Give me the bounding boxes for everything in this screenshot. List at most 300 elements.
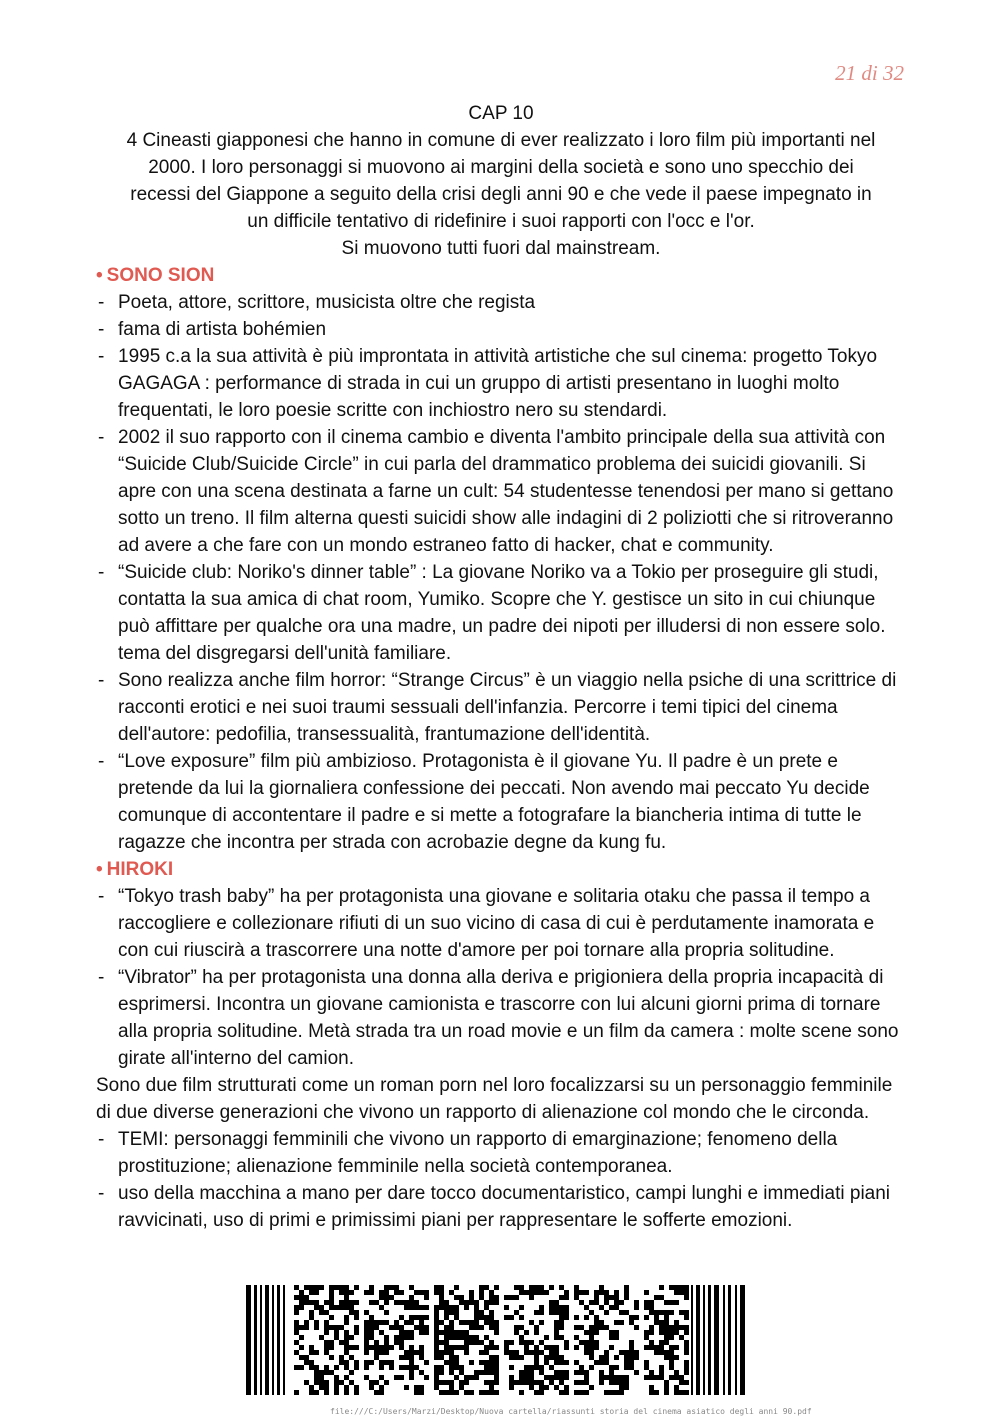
barcode-module — [469, 1375, 474, 1380]
barcode-module — [624, 1380, 629, 1385]
barcode-module — [549, 1305, 554, 1310]
barcode-module — [364, 1310, 369, 1315]
barcode-module — [644, 1365, 649, 1370]
barcode-module — [484, 1360, 489, 1365]
barcode-module — [559, 1325, 564, 1330]
barcode-module — [349, 1370, 354, 1375]
barcode-bar — [277, 1285, 280, 1395]
barcode-module — [374, 1345, 379, 1350]
barcode-module — [529, 1365, 534, 1370]
barcode-module — [344, 1340, 349, 1345]
barcode-module — [334, 1380, 339, 1385]
barcode-module — [589, 1365, 594, 1370]
barcode-module — [484, 1320, 489, 1325]
barcode-module — [629, 1355, 634, 1360]
barcode-module — [494, 1325, 499, 1330]
barcode-module — [294, 1305, 299, 1310]
barcode-module — [614, 1305, 619, 1310]
barcode-module — [539, 1305, 544, 1310]
barcode-module — [549, 1350, 554, 1355]
barcode-module — [489, 1340, 494, 1345]
barcode-module — [414, 1390, 419, 1395]
barcode-module — [459, 1335, 464, 1340]
barcode-module — [589, 1300, 594, 1305]
barcode-module — [329, 1355, 334, 1360]
barcode-module — [464, 1350, 469, 1355]
barcode-module — [324, 1320, 329, 1325]
barcode-module — [654, 1320, 659, 1325]
barcode-module — [614, 1295, 619, 1300]
barcode-module — [659, 1350, 664, 1355]
barcode-module — [514, 1310, 519, 1315]
barcode-module — [529, 1350, 534, 1355]
barcode-module — [604, 1300, 609, 1305]
barcode-module — [379, 1290, 384, 1295]
barcode-module — [549, 1375, 554, 1380]
barcode-module — [439, 1365, 444, 1370]
barcode-module — [489, 1320, 494, 1325]
barcode-module — [479, 1290, 484, 1295]
list-item — [96, 667, 906, 748]
barcode-module — [314, 1300, 319, 1305]
barcode-module — [579, 1290, 584, 1295]
barcode-module — [379, 1295, 384, 1300]
barcode-module — [294, 1340, 299, 1345]
barcode-module — [399, 1375, 404, 1380]
barcode-module — [629, 1340, 634, 1345]
barcode-module — [379, 1320, 384, 1325]
barcode-module — [684, 1315, 689, 1320]
barcode-module — [534, 1285, 539, 1290]
barcode-module — [339, 1285, 344, 1290]
barcode-module — [374, 1350, 379, 1355]
barcode-module — [574, 1285, 579, 1290]
barcode-module — [379, 1330, 384, 1335]
barcode-module — [374, 1300, 379, 1305]
barcode-module — [544, 1375, 549, 1380]
barcode-module — [529, 1375, 534, 1380]
barcode-module — [404, 1355, 409, 1360]
barcode-module — [464, 1340, 469, 1345]
barcode-module — [349, 1335, 354, 1340]
barcode-module — [414, 1315, 419, 1320]
barcode-module — [464, 1330, 469, 1335]
barcode-module — [404, 1305, 409, 1310]
barcode-module — [449, 1345, 454, 1350]
barcode-module — [669, 1355, 674, 1360]
barcode-module — [389, 1325, 394, 1330]
barcode-module — [564, 1340, 569, 1345]
barcode-module — [604, 1350, 609, 1355]
barcode-module — [654, 1310, 659, 1315]
barcode-module — [619, 1380, 624, 1385]
barcode-module — [539, 1285, 544, 1290]
barcode-bar — [254, 1285, 257, 1395]
barcode-module — [684, 1365, 689, 1370]
barcode-module — [669, 1285, 674, 1290]
barcode-module — [534, 1330, 539, 1335]
barcode-module — [564, 1360, 569, 1365]
barcode-module — [354, 1345, 359, 1350]
barcode-module — [599, 1370, 604, 1375]
barcode-module — [299, 1300, 304, 1305]
barcode-module — [369, 1360, 374, 1365]
barcode-module — [529, 1290, 534, 1295]
barcode-module — [299, 1335, 304, 1340]
barcode-module — [584, 1315, 589, 1320]
barcode-module — [614, 1390, 619, 1395]
bullet-icon: • — [96, 859, 103, 880]
barcode-module — [489, 1295, 494, 1300]
barcode-module — [314, 1375, 319, 1380]
barcode-module — [364, 1360, 369, 1365]
barcode-module — [614, 1380, 619, 1385]
barcode-module — [624, 1360, 629, 1365]
barcode-module — [384, 1335, 389, 1340]
barcode-bar — [708, 1285, 711, 1395]
list-item — [96, 1180, 906, 1234]
barcode-module — [684, 1360, 689, 1365]
barcode-module — [439, 1320, 444, 1325]
barcode-module — [629, 1345, 634, 1350]
barcode-module — [624, 1350, 629, 1355]
barcode-module — [369, 1335, 374, 1340]
barcode-module — [644, 1330, 649, 1335]
barcode-module — [419, 1355, 424, 1360]
barcode-module — [404, 1350, 409, 1355]
barcode-module — [324, 1340, 329, 1345]
barcode-module — [654, 1375, 659, 1380]
barcode-module — [534, 1325, 539, 1330]
barcode-module — [534, 1350, 539, 1355]
barcode-module — [354, 1315, 359, 1320]
barcode-module — [344, 1320, 349, 1325]
barcode-module — [674, 1285, 679, 1290]
barcode-module — [489, 1345, 494, 1350]
barcode-module — [419, 1350, 424, 1355]
barcode-module — [294, 1325, 299, 1330]
barcode-module — [574, 1335, 579, 1340]
barcode-bar — [691, 1285, 693, 1395]
barcode-module — [684, 1390, 689, 1395]
barcode-module — [554, 1370, 559, 1375]
barcode-module — [494, 1370, 499, 1375]
barcode-module — [479, 1360, 484, 1365]
barcode-module — [504, 1340, 509, 1345]
barcode-module — [494, 1360, 499, 1365]
barcode-module — [489, 1300, 494, 1305]
barcode-module — [404, 1335, 409, 1340]
barcode-module — [654, 1315, 659, 1320]
barcode-module — [309, 1360, 314, 1365]
barcode-module — [434, 1375, 439, 1380]
barcode-module — [509, 1315, 514, 1320]
barcode-module — [464, 1335, 469, 1340]
barcode-module — [319, 1310, 324, 1315]
barcode-module — [314, 1380, 319, 1385]
barcode-module — [649, 1345, 654, 1350]
barcode-module — [384, 1295, 389, 1300]
barcode-module — [344, 1300, 349, 1305]
barcode-bar — [696, 1285, 700, 1395]
barcode-module — [354, 1390, 359, 1395]
barcode-module — [599, 1325, 604, 1330]
barcode-module — [494, 1380, 499, 1385]
barcode-module — [574, 1290, 579, 1295]
hiroki-list — [96, 883, 906, 1072]
barcode-module — [609, 1370, 614, 1375]
barcode-module — [584, 1340, 589, 1345]
barcode-module — [674, 1345, 679, 1350]
barcode-module — [594, 1325, 599, 1330]
barcode-module — [519, 1290, 524, 1295]
barcode-module — [514, 1380, 519, 1385]
barcode-module — [519, 1370, 524, 1375]
barcode-module — [669, 1350, 674, 1355]
barcode-module — [369, 1330, 374, 1335]
barcode-module — [389, 1285, 394, 1290]
list-item — [96, 964, 906, 1072]
barcode-module — [309, 1300, 314, 1305]
barcode-module — [684, 1350, 689, 1355]
barcode-module — [409, 1300, 414, 1305]
barcode-module — [334, 1285, 339, 1290]
barcode-module — [579, 1370, 584, 1375]
barcode-module — [554, 1355, 559, 1360]
barcode-module — [509, 1365, 514, 1370]
barcode-module — [604, 1360, 609, 1365]
barcode-module — [294, 1330, 299, 1335]
barcode-module — [439, 1370, 444, 1375]
barcode-module — [394, 1335, 399, 1340]
barcode-module — [674, 1325, 679, 1330]
list-item-text: “Love exposure” film più ambizioso. Protagonista è il giovane Yu. Il padre è un prete e pretende da lui la giornaliera confessione dei peccati. Non avendo mai peccato Yu decide comunque di accontentare il padre e si mette a fotografare la biancheria intima di tutte le ragazze che incontra per strada con acrobazie degne da kung fu. — [118, 751, 870, 853]
barcode-module — [544, 1385, 549, 1390]
barcode-module — [624, 1355, 629, 1360]
barcode-module — [519, 1285, 524, 1290]
barcode-module — [624, 1295, 629, 1300]
barcode-module — [674, 1375, 679, 1380]
barcode-module — [314, 1305, 319, 1310]
barcode-module — [504, 1315, 509, 1320]
barcode-module — [409, 1320, 414, 1325]
barcode-module — [619, 1300, 624, 1305]
barcode-module — [319, 1375, 324, 1380]
barcode-module — [384, 1340, 389, 1345]
list-item — [96, 289, 906, 316]
barcode-module — [664, 1330, 669, 1335]
sono-sion-list — [96, 289, 906, 856]
barcode-module — [449, 1355, 454, 1360]
barcode-module — [354, 1325, 359, 1330]
barcode-module — [469, 1295, 474, 1300]
barcode-module — [314, 1285, 319, 1290]
barcode-module — [334, 1335, 339, 1340]
barcode-module — [304, 1360, 309, 1365]
barcode-module — [294, 1320, 299, 1325]
barcode-module — [454, 1360, 459, 1365]
barcode-module — [604, 1325, 609, 1330]
barcode-module — [459, 1385, 464, 1390]
barcode-module — [614, 1290, 619, 1295]
barcode-module — [294, 1365, 299, 1370]
barcode-module — [409, 1315, 414, 1320]
barcode-module — [389, 1345, 394, 1350]
barcode-module — [414, 1350, 419, 1355]
barcode-module — [579, 1380, 584, 1385]
barcode-module — [409, 1375, 414, 1380]
barcode-module — [474, 1300, 479, 1305]
barcode-module — [539, 1310, 544, 1315]
barcode-module — [419, 1370, 424, 1375]
barcode-module — [349, 1310, 354, 1315]
barcode-module — [329, 1290, 334, 1295]
barcode-module — [609, 1375, 614, 1380]
barcode-module — [464, 1320, 469, 1325]
barcode-module — [524, 1290, 529, 1295]
barcode-module — [379, 1360, 384, 1365]
barcode-module — [409, 1345, 414, 1350]
barcode-module — [554, 1305, 559, 1310]
barcode-module — [409, 1370, 414, 1375]
barcode-module — [509, 1385, 514, 1390]
barcode-module — [389, 1360, 394, 1365]
barcode-module — [539, 1385, 544, 1390]
barcode-module — [304, 1285, 309, 1290]
barcode-module — [559, 1305, 564, 1310]
list-item-text: uso della macchina a mano per dare tocco documentaristico, campi lunghi e immediati piani ravvicinati, uso di primi e primissimi piani per rappresentare le sofferte emozioni. — [118, 1183, 891, 1231]
barcode-module — [644, 1290, 649, 1295]
barcode-module — [434, 1310, 439, 1315]
barcode-module — [469, 1335, 474, 1340]
barcode-module — [564, 1345, 569, 1350]
dash-icon: - — [98, 562, 105, 583]
barcode-module — [544, 1290, 549, 1295]
barcode-module — [564, 1305, 569, 1310]
barcode-module — [414, 1300, 419, 1305]
barcode-module — [684, 1295, 689, 1300]
barcode-module — [494, 1355, 499, 1360]
barcode-module — [674, 1355, 679, 1360]
barcode-module — [439, 1355, 444, 1360]
barcode-module — [364, 1330, 369, 1335]
barcode-module — [394, 1340, 399, 1345]
barcode-module — [339, 1360, 344, 1365]
barcode-module — [449, 1390, 454, 1395]
page-content — [96, 100, 906, 1234]
barcode-module — [564, 1375, 569, 1380]
barcode-module — [409, 1355, 414, 1360]
barcode-module — [549, 1345, 554, 1350]
barcode-module — [574, 1295, 579, 1300]
barcode-module — [679, 1310, 684, 1315]
barcode-module — [424, 1325, 429, 1330]
barcode-module — [609, 1390, 614, 1395]
barcode-module — [449, 1370, 454, 1375]
barcode-module — [454, 1390, 459, 1395]
barcode-module — [539, 1320, 544, 1325]
barcode-module — [464, 1345, 469, 1350]
list-item — [96, 559, 906, 667]
barcode-module — [424, 1305, 429, 1310]
barcode-module — [479, 1295, 484, 1300]
barcode-module — [554, 1350, 559, 1355]
barcode-module — [669, 1360, 674, 1365]
barcode-module — [659, 1375, 664, 1380]
barcode-module — [664, 1350, 669, 1355]
barcode-module — [444, 1335, 449, 1340]
dash-icon: - — [98, 319, 105, 340]
barcode-module — [644, 1360, 649, 1365]
barcode-module — [364, 1325, 369, 1330]
barcode-module — [464, 1380, 469, 1385]
barcode-module — [614, 1330, 619, 1335]
barcode-module — [349, 1300, 354, 1305]
barcode-module — [574, 1370, 579, 1375]
barcode-module — [299, 1290, 304, 1295]
barcode-module — [534, 1380, 539, 1385]
barcode-module — [434, 1325, 439, 1330]
list-item — [96, 316, 906, 343]
barcode-module — [364, 1340, 369, 1345]
barcode-module — [464, 1305, 469, 1310]
barcode-module — [589, 1345, 594, 1350]
barcode-module — [529, 1380, 534, 1385]
barcode-module — [534, 1360, 539, 1365]
barcode-module — [439, 1285, 444, 1290]
barcode-module — [339, 1305, 344, 1310]
barcode-module — [419, 1320, 424, 1325]
barcode-module — [554, 1360, 559, 1365]
barcode-module — [294, 1285, 299, 1290]
barcode-module — [329, 1300, 334, 1305]
barcode-module — [484, 1335, 489, 1340]
barcode-module — [654, 1350, 659, 1355]
barcode-module — [459, 1370, 464, 1375]
barcode-module — [519, 1380, 524, 1385]
barcode-module — [309, 1365, 314, 1370]
barcode-module — [514, 1295, 519, 1300]
barcode-module — [434, 1350, 439, 1355]
barcode-module — [454, 1295, 459, 1300]
barcode-module — [364, 1375, 369, 1380]
barcode-module — [299, 1325, 304, 1330]
barcode-module — [609, 1295, 614, 1300]
barcode-module — [459, 1380, 464, 1385]
barcode-module — [419, 1345, 424, 1350]
list-item — [96, 748, 906, 856]
barcode-module — [419, 1315, 424, 1320]
barcode-module — [519, 1315, 524, 1320]
barcode-module — [434, 1335, 439, 1340]
barcode-module — [449, 1330, 454, 1335]
barcode-module — [299, 1295, 304, 1300]
barcode-module — [534, 1355, 539, 1360]
barcode-module — [494, 1375, 499, 1380]
barcode-module — [609, 1365, 614, 1370]
barcode-module — [369, 1300, 374, 1305]
barcode-module — [309, 1285, 314, 1290]
barcode-module — [634, 1325, 639, 1330]
barcode-module — [454, 1335, 459, 1340]
barcode-module — [389, 1295, 394, 1300]
intro-line: Si muovono tutti fuori dal mainstream. — [341, 238, 661, 259]
list-item — [96, 883, 906, 964]
barcode-module — [484, 1390, 489, 1395]
barcode-module — [679, 1335, 684, 1340]
barcode-module — [414, 1305, 419, 1310]
barcode-module — [329, 1295, 334, 1300]
